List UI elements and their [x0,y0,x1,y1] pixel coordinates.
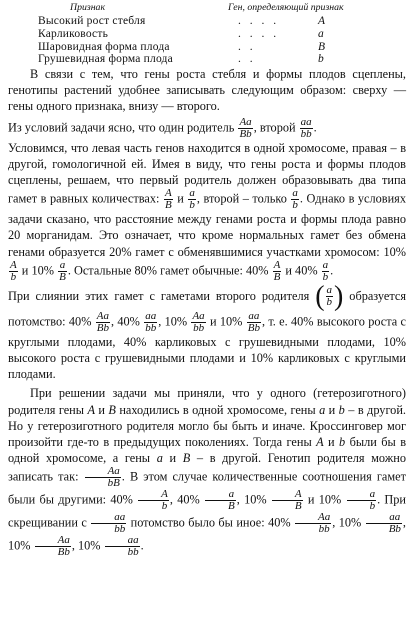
dot-leader: . . . . [238,27,280,40]
gamete-fraction: $\frac{a}{B}$ [59,258,66,283]
trait-name: Грушевидная форма плода [38,53,173,66]
paragraph-5: При решении задачи мы приняли, что у одного (гетерозиготного) родителя гены A и B находились в одной хромосоме, гены a и b – в другой. Но у гетерозиготного родителя могло бы быть и иначе. Кроссинговер мог произойти где-то в предыдущих поколениях. Тогда гены A и b были бы в одной хромосоме, а гены a и B – в другой. Генотип родителя можно записать так: $\frac{Aa}{bB}$ . В этом случае количественные соотношения гамет были бы другими: 40% $\frac{A}{b}$ , 40% $\frac{a}{B}$ , 10% $\frac{A}{B}$ и 10% $\frac{a}{b}$ . При скрещивании с $\frac{aa}{bb}$ потомство было бы иное: 40% $\frac{Aa}{bb}$ , 10% $\frac{aa}{Bb}$ , 10% $\frac{Aa}{Bb}$ , 10% $\frac{aa}{bb}$ . [8,386,407,559]
genotype-fraction: $\frac{aa}{bb}$ [300,115,312,140]
gene-symbol: B [318,40,326,53]
table-row [38,28,406,41]
body-text [8,66,406,558]
table-row [38,41,406,54]
genotype-fraction: $\frac{aa}{Bb}$ [366,512,402,535]
gamete-fraction: $\frac{a}{b}$ [189,187,195,212]
trait-name: Карликовость [38,27,109,40]
paragraph-2: Из условий задачи ясно, что один родитель $\frac{Aa}{Bb}$ , второй $\frac{aa}{bb}$ . [8,115,317,140]
table-header [38,2,406,15]
gamete-fraction: $\frac{A}{b}$ [10,258,17,283]
gamete-fraction: $\frac{A}{B}$ [272,489,303,512]
gamete-fraction: $\frac{a}{B}$ [205,489,236,512]
parenthesis-close: ) [334,280,344,312]
dot-leader: . . . . [238,15,280,27]
gene-symbol: b [318,53,324,66]
paragraph-3: Условимся, что левая часть генов находится в одной хромосоме, правая – в другой, гомологичной ей. Имея в виду, что гены роста и формы плодов сцеплены, решаем, что первый родитель должен образовывать два типа гамет в равных количествах: $\frac{A}{B}$ и $\frac{a}{b}$ , второй – только $\frac{a}{b}$ . Однако в условиях задачи сказано, что расстояние между генами роста и формы плода равно 20 морганидам. Это означает, что кроме нормальных гамет без обмена генами образуется 20% гамет с обменявшимися участками хромосом: 10% $\frac{A}{b}$ и 10% $\frac{a}{B}$ . Остальные 80% гамет обычные: 40% $\frac{A}{B}$ и 40% $\frac{a}{b}$ . [8,140,406,283]
genotype-fraction: $\frac{aa}{bb}$ [145,309,157,334]
gamete-fraction: $\frac{a}{b}$ [292,187,298,212]
genotype-fraction: $\frac{aa}{Bb}$ [247,309,260,334]
genotype-fraction: $\frac{Aa}{bb}$ [192,309,205,334]
genotype-fraction: $\frac{Aa}{Bb}$ [96,309,109,334]
gamete-fraction: $\frac{A}{B}$ [164,187,172,212]
gamete-fraction: $\frac{A}{B}$ [273,258,281,283]
paragraph-4: При слиянии этих гамет с гаметами второго родителя ( $\frac{a}{b}$ ) образуется потомство: 40% $\frac{Aa}{Bb}$ , 40% $\frac{aa}{bb}$ , 10% $\frac{Aa}{bb}$ и 10% $\frac{aa}{Bb}$ , т. е. 40% высокого роста с круглыми плодами, 40% карликовых с грушевидными плодами, 10% высокого роста с грушевидными плодами и 10% карликовых с круглыми плодами. [8,280,407,382]
trait-name: Шаровидная форма плода [38,40,170,53]
trait-name: Высокий рост стебля [38,15,146,27]
trait-column-header: Признак [70,2,106,13]
genotype-fraction: $\frac{Aa}{bb}$ [295,512,331,535]
paragraph-1: В связи с тем, что гены роста стебля и формы плодов сцеплены, генотипы растений удобнее записывать следующим образом: сверху — гены одного признака, внизу — второго. [8,67,406,114]
gene-column-header: Ген, определяющий признак [228,2,344,13]
genotype-fraction: $\frac{Aa}{Bb}$ [239,115,252,140]
genotype-fraction: $\frac{aa}{bb}$ [91,512,126,535]
genotype-fraction: $\frac{Aa}{bB}$ [85,466,121,489]
trait-gene-table [38,2,406,66]
gamete-fraction: $\frac{a}{b}$ [326,284,333,309]
gamete-fraction: $\frac{a}{b}$ [347,489,377,512]
gamete-fraction: $\frac{A}{b}$ [138,489,169,512]
dot-leader: . . [238,53,256,66]
table-row [38,15,406,28]
gamete-fraction: $\frac{a}{b}$ [322,258,329,283]
table-row [38,53,406,66]
parenthesis-open: ( [315,280,325,312]
dot-leader: . . [238,40,256,53]
gene-symbol: A [318,15,326,27]
genotype-fraction: $\frac{Aa}{Bb}$ [35,535,71,558]
genotype-fraction: $\frac{aa}{bb}$ [105,535,140,558]
gene-symbol: a [318,27,324,40]
